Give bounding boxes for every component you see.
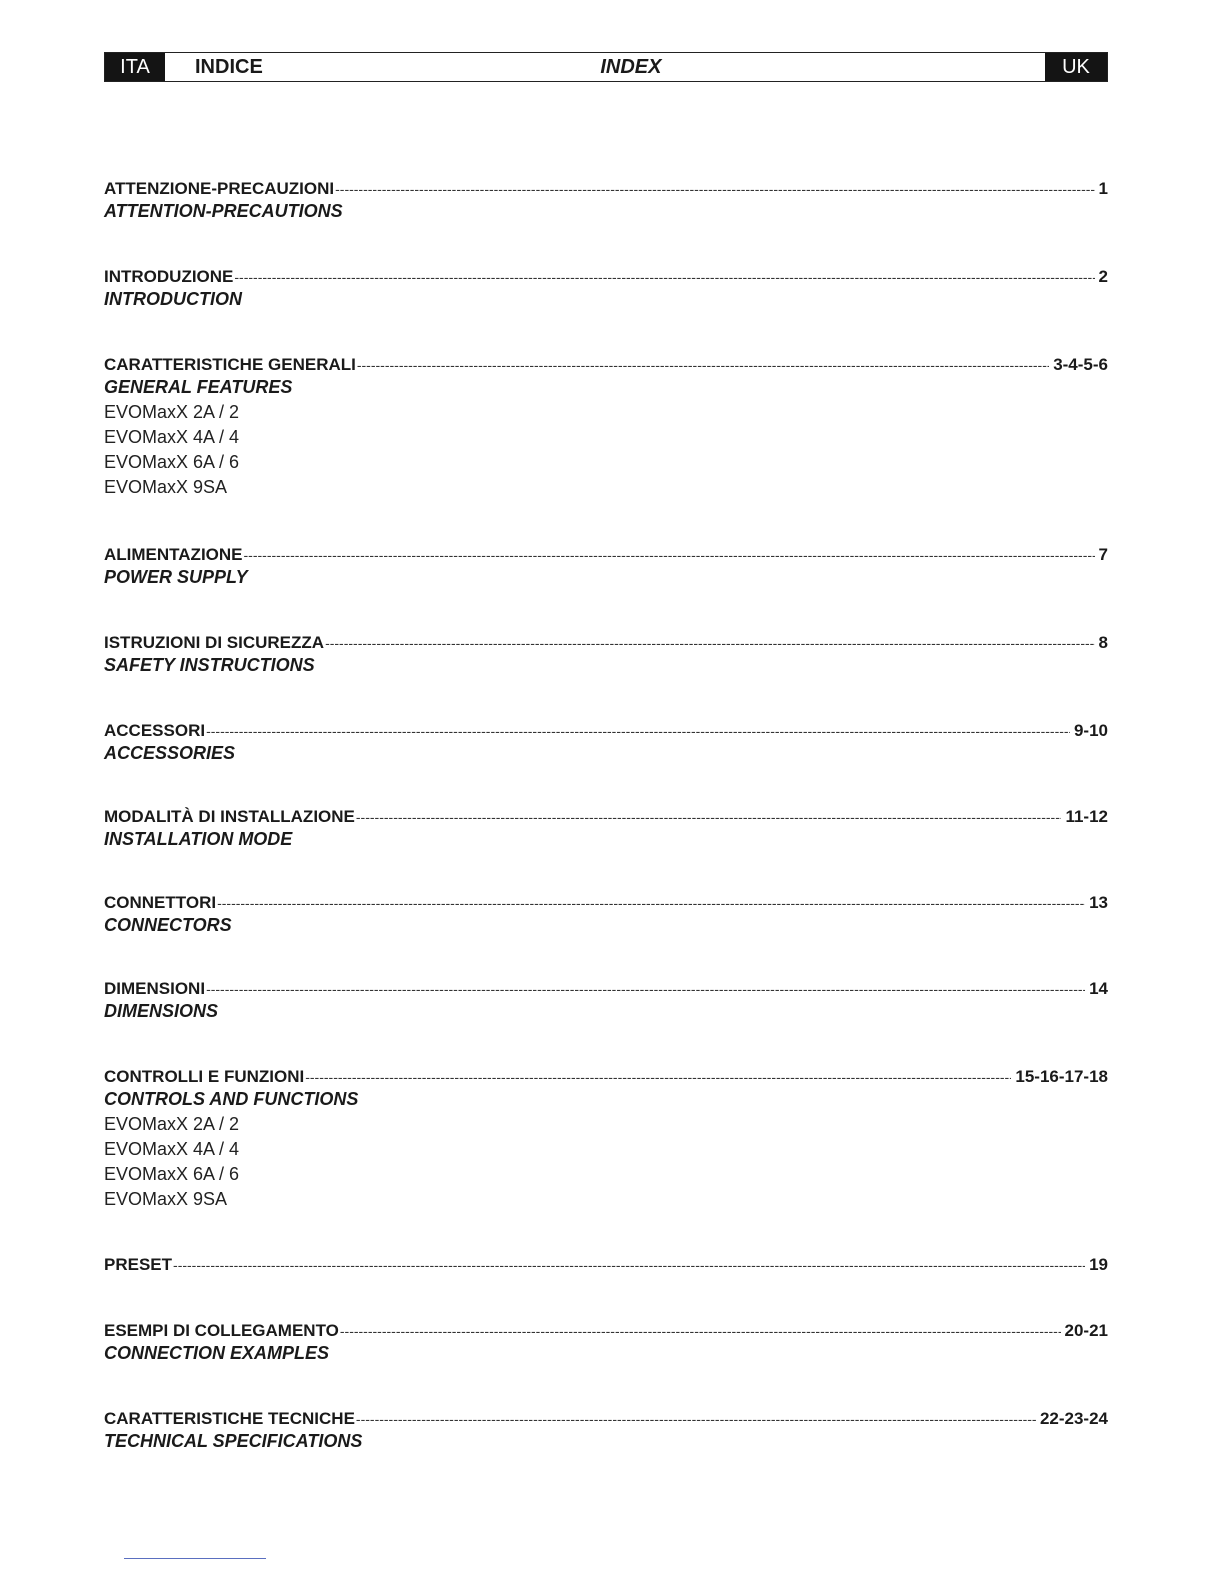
toc-entry[interactable] (104, 1066, 1108, 1212)
toc-page-number: 2 (1098, 267, 1108, 286)
toc-entry-line (104, 892, 1108, 914)
dot-leader (206, 978, 1085, 1000)
dot-leader (340, 1320, 1061, 1342)
page-header (104, 52, 1108, 82)
toc-entry[interactable] (104, 892, 1108, 936)
toc-page-number: 11-12 (1065, 807, 1108, 826)
dot-leader (356, 806, 1062, 828)
toc-entry[interactable] (104, 978, 1108, 1022)
toc-entry-line (104, 178, 1108, 200)
page-title: INDICE (195, 55, 263, 78)
toc-page-number: 20-21 (1064, 1321, 1108, 1340)
toc-entry-subtitle: CONNECTORS (104, 915, 232, 935)
dot-leader (356, 1408, 1036, 1430)
model-item: EVOMaxX 6A / 6 (104, 1164, 240, 1184)
model-item: EVOMaxX 2A / 2 (104, 402, 240, 422)
toc-page-number: 14 (1089, 979, 1108, 998)
page-title-english: INDEX (600, 55, 662, 78)
toc-entry-subtitle: ATTENTION-PRECAUTIONS (104, 201, 343, 221)
toc-entry-subtitle: DIMENSIONS (104, 1001, 219, 1021)
dot-leader (305, 1066, 1011, 1088)
model-item: EVOMaxX 6A / 6 (104, 452, 240, 472)
toc-entry-line (104, 632, 1108, 654)
toc-entry-line (104, 354, 1108, 376)
toc-entry[interactable] (104, 266, 1108, 310)
dot-leader (244, 544, 1095, 566)
dot-leader (173, 1254, 1085, 1276)
toc-entry-line (104, 1066, 1108, 1088)
toc-entry-line (104, 1408, 1108, 1430)
dot-leader (357, 354, 1049, 376)
model-list (104, 400, 1108, 500)
toc-entry-line (104, 720, 1108, 742)
dot-leader (325, 632, 1094, 654)
toc-entry-line (104, 806, 1108, 828)
toc-entry-subtitle: TECHNICAL SPECIFICATIONS (104, 1431, 363, 1451)
toc-entry[interactable] (104, 1408, 1108, 1452)
model-item: EVOMaxX 2A / 2 (104, 1114, 240, 1134)
toc-entry[interactable] (104, 354, 1108, 500)
toc-entry-line (104, 266, 1108, 288)
model-item: EVOMaxX 9SA (104, 477, 228, 497)
toc-entry-title: INTRODUZIONE (104, 267, 234, 286)
toc-entry-subtitle: CONNECTION EXAMPLES (104, 1343, 330, 1363)
toc-entry-title: ISTRUZIONI DI SICUREZZA (104, 633, 325, 652)
toc-entry-title: ACCESSORI (104, 721, 206, 740)
model-item: EVOMaxX 9SA (104, 1189, 228, 1209)
toc-page-number: 7 (1098, 545, 1108, 564)
toc-entry-subtitle: POWER SUPPLY (104, 567, 248, 587)
toc-entry-title: CARATTERISTICHE TECNICHE (104, 1409, 355, 1428)
dot-leader (206, 720, 1070, 742)
toc-entry-title: PRESET (104, 1255, 173, 1274)
toc-entry-title: DIMENSIONI (104, 979, 206, 998)
toc-entry-title: MODALITÀ DI INSTALLAZIONE (104, 807, 355, 826)
dot-leader (217, 892, 1085, 914)
toc-page-number: 13 (1089, 893, 1108, 912)
toc-entry-subtitle: ACCESSORIES (104, 743, 236, 763)
model-list (104, 1112, 1108, 1212)
toc-page-number: 3-4-5-6 (1053, 355, 1108, 374)
table-of-contents (104, 178, 1108, 1452)
toc-page-number: 8 (1098, 633, 1108, 652)
toc-entry[interactable] (104, 544, 1108, 588)
footer-rule (124, 1558, 266, 1559)
toc-entry-title: CONTROLLI E FUNZIONI (104, 1067, 305, 1086)
toc-entry-title: ATTENZIONE-PRECAUZIONI (104, 179, 335, 198)
toc-page-number: 9-10 (1073, 721, 1108, 740)
toc-entry-line (104, 544, 1108, 566)
toc-entry[interactable] (104, 632, 1108, 676)
toc-entry-line (104, 1254, 1108, 1276)
toc-entry-title: ALIMENTAZIONE (104, 545, 243, 564)
toc-page-number: 1 (1098, 179, 1108, 198)
toc-entry-title: ESEMPI DI COLLEGAMENTO (104, 1321, 339, 1340)
toc-entry-subtitle: SAFETY INSTRUCTIONS (104, 655, 315, 675)
toc-entry[interactable] (104, 1320, 1108, 1364)
toc-entry[interactable] (104, 178, 1108, 222)
model-item: EVOMaxX 4A / 4 (104, 427, 240, 447)
dot-leader (335, 178, 1094, 200)
toc-entry-line (104, 978, 1108, 1000)
toc-entry-subtitle: INSTALLATION MODE (104, 829, 293, 849)
toc-page-number: 19 (1089, 1255, 1108, 1274)
toc-entry[interactable] (104, 720, 1108, 764)
toc-page-number: 22-23-24 (1039, 1409, 1108, 1428)
toc-entry-subtitle: CONTROLS AND FUNCTIONS (104, 1089, 359, 1109)
dot-leader (234, 266, 1094, 288)
lang-badge-uk: UK (1045, 53, 1107, 81)
toc-entry-subtitle: GENERAL FEATURES (104, 377, 293, 397)
toc-entry-line (104, 1320, 1108, 1342)
model-item: EVOMaxX 4A / 4 (104, 1139, 240, 1159)
toc-entry[interactable] (104, 806, 1108, 850)
toc-entry-title: CONNETTORI (104, 893, 217, 912)
toc-entry-title: CARATTERISTICHE GENERALI (104, 355, 356, 374)
toc-page-number: 15-16-17-18 (1015, 1067, 1108, 1086)
lang-badge-ita: ITA (105, 53, 165, 81)
toc-entry[interactable] (104, 1254, 1108, 1276)
toc-entry-subtitle: INTRODUCTION (104, 289, 242, 309)
